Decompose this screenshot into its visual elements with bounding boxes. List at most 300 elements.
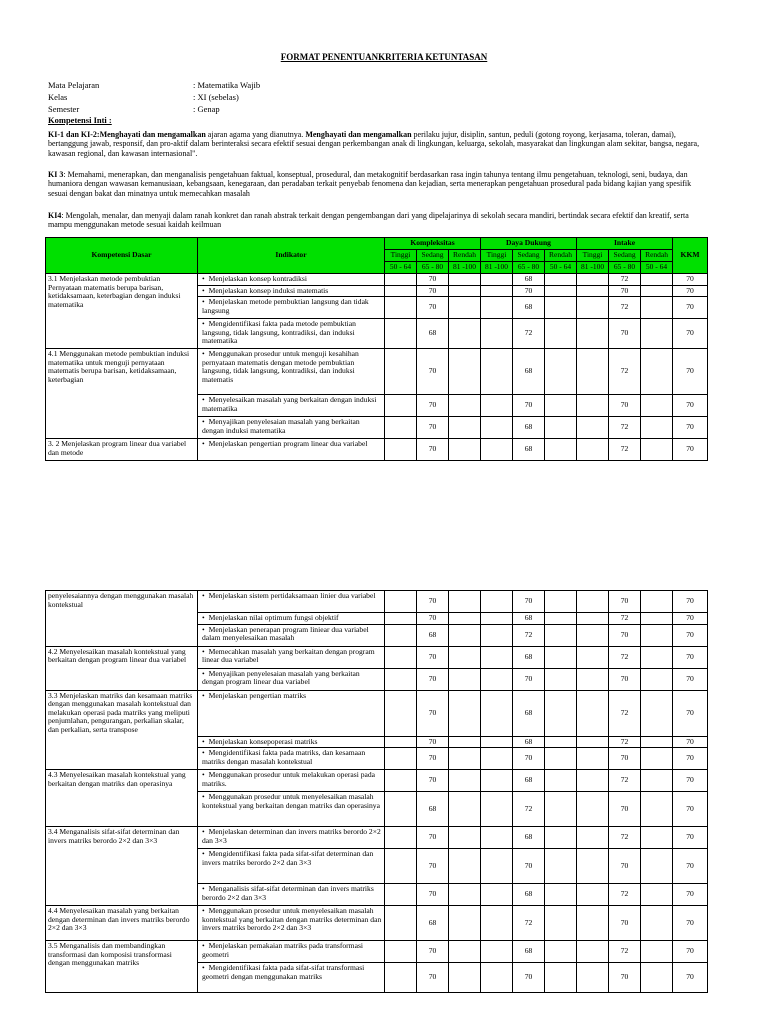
empty-cell — [449, 439, 481, 461]
empty-cell — [481, 941, 513, 963]
ki-3-paragraph — [48, 170, 708, 198]
empty-cell — [385, 963, 417, 993]
value-cell: 72 — [513, 906, 545, 941]
empty-cell — [481, 668, 513, 690]
header-level: Sedang — [513, 250, 545, 262]
indicator-text: • Menggunakan prosedur untuk menyelesaikan masalah kontekstual yang berkaitan dengan matriks dan operasinya — [202, 792, 380, 810]
empty-cell — [577, 963, 609, 993]
indicator-cell — [198, 941, 385, 963]
value-cell: 72 — [609, 884, 641, 906]
value-cell: 68 — [513, 417, 545, 439]
empty-cell — [641, 827, 673, 849]
empty-cell — [449, 349, 481, 395]
value-cell: 70 — [673, 439, 708, 461]
indicator-text: • Menjelaskan sistem pertidaksamaan linier dua variabel — [202, 591, 375, 600]
value-cell: 72 — [609, 613, 641, 625]
value-cell: 70 — [417, 439, 449, 461]
value-cell: 70 — [417, 613, 449, 625]
empty-cell — [385, 297, 417, 319]
empty-cell — [449, 748, 481, 770]
indicator-text: • Mengidentifikasi fakta pada metode pembuktian langsung, tidak langsung, kontradiksi, dan induksi matematika — [202, 319, 356, 345]
empty-cell — [385, 319, 417, 349]
ki12-lead: KI-1 dan KI-2:Menghayati dan mengamalkan — [48, 130, 206, 139]
table-row — [46, 941, 708, 963]
indicator-cell — [198, 591, 385, 613]
empty-cell — [481, 439, 513, 461]
value-cell: 70 — [513, 748, 545, 770]
value-cell: 70 — [417, 748, 449, 770]
empty-cell — [385, 748, 417, 770]
value-cell: 70 — [673, 963, 708, 993]
indicator-cell — [198, 736, 385, 748]
empty-cell — [641, 613, 673, 625]
value-cell: 70 — [673, 417, 708, 439]
indicator-cell — [198, 668, 385, 690]
empty-cell — [641, 690, 673, 736]
value-cell: 70 — [673, 849, 708, 884]
value-cell: 72 — [513, 792, 545, 827]
empty-cell — [641, 941, 673, 963]
value-cell: 70 — [609, 624, 641, 646]
value-cell: 72 — [609, 274, 641, 286]
indicator-cell — [198, 624, 385, 646]
indicator-cell — [198, 285, 385, 297]
value-cell: 72 — [609, 690, 641, 736]
empty-cell — [545, 297, 577, 319]
indicator-text: • Menjelaskan konsep kontradiksi — [202, 274, 307, 283]
value-cell: 70 — [673, 906, 708, 941]
empty-cell — [577, 591, 609, 613]
empty-cell — [545, 439, 577, 461]
empty-cell — [577, 274, 609, 286]
value-cell: 68 — [513, 690, 545, 736]
empty-cell — [641, 274, 673, 286]
empty-cell — [481, 884, 513, 906]
empty-cell — [481, 613, 513, 625]
criteria-table-page-1 — [45, 237, 708, 461]
value-cell: 70 — [513, 395, 545, 417]
value-cell: 70 — [417, 297, 449, 319]
ki4-text: : Mengolah, menalar, dan menyaji dalam ranah konkret dan ranah abstrak terkait dengan pengembangan dari yang dipelajarinya di sekolah secara mandiri, bertindak secara efektif dan kreatif, serta mampu menggunakan metode sesuai kaidah keilmuan — [48, 211, 689, 230]
ki12-text-b: perilaku jujur, disiplin, santun, peduli (gotong royong, kerjasama, toleran, damai), bertanggung jawab, responsif, dan pro-aktif dalam berinteraksi secara efektif sesuai dengan perkembangan anak di lingkungan, keluarga, sekolah, masyarakat dan lingkungan alam sekitar, bangsa, negara, kawasan regional, dan kawasan internasional". — [48, 130, 700, 158]
empty-cell — [481, 849, 513, 884]
competency-cell: 4.4 Menyelesaikan masalah yang berkaitan dengan determinan dan invers matriks berordo 2×2 dan 3×3 — [46, 906, 198, 941]
empty-cell — [449, 624, 481, 646]
meta-label: Semester — [48, 104, 80, 114]
empty-cell — [577, 849, 609, 884]
ki-1-2-paragraph — [48, 130, 708, 158]
indicator-cell — [198, 792, 385, 827]
empty-cell — [641, 319, 673, 349]
document-title: FORMAT PENENTUANKRITERIA KETUNTASAN — [280, 52, 488, 62]
value-cell: 70 — [609, 963, 641, 993]
value-cell: 72 — [609, 349, 641, 395]
indicator-cell — [198, 827, 385, 849]
document-page-2 — [0, 590, 768, 1024]
competency-cell: 3. 2 Menjelaskan program linear dua variabel dan metode — [46, 439, 198, 461]
table-row — [46, 827, 708, 849]
indicator-text: • Menyelesaikan masalah yang berkaitan dengan induksi matematika — [202, 395, 376, 413]
empty-cell — [577, 297, 609, 319]
empty-cell — [449, 963, 481, 993]
value-cell: 70 — [417, 417, 449, 439]
value-cell: 72 — [609, 417, 641, 439]
indicator-text: • Menjelaskan pengertian program linear dua variabel — [202, 439, 367, 448]
value-cell: 68 — [513, 274, 545, 286]
value-cell: 70 — [673, 591, 708, 613]
empty-cell — [385, 439, 417, 461]
ki12-bold: Menghayati dan mengamalkan — [305, 130, 412, 139]
meta-row-subject — [48, 79, 260, 91]
value-cell: 72 — [609, 827, 641, 849]
empty-cell — [481, 770, 513, 792]
empty-cell — [545, 417, 577, 439]
empty-cell — [577, 941, 609, 963]
indicator-text: • Menjelaskan pengertian matriks — [202, 691, 306, 700]
empty-cell — [577, 624, 609, 646]
value-cell: 68 — [513, 349, 545, 395]
empty-cell — [449, 906, 481, 941]
header-level: Sedang — [417, 250, 449, 262]
indicator-text: • Menggunakan prosedur untuk melakukan operasi pada matriks. — [202, 770, 375, 788]
empty-cell — [385, 668, 417, 690]
empty-cell — [481, 591, 513, 613]
empty-cell — [385, 770, 417, 792]
empty-cell — [545, 274, 577, 286]
value-cell: 68 — [513, 439, 545, 461]
ki3-text: : Memahami, menerapkan, dan menganalisis pengetahuan faktual, konseptual, prosedural, dan metakognitif berdasarkan rasa ingin tahunya tentang ilmu pengetahuan, teknologi, seni, budaya, dan humaniora dengan wawasan kemanusiaan, kebangsaan, kenegaraan, dan peradaban terkait penyebab fenomena dan kejadian, serta menerapkan pengetahuan prosedural pada bidang kajian yang spesifik sesuai dengan bakat dan minatnya untuk memecahkan masalah — [48, 170, 692, 198]
indicator-text: • Menjelaskan nilai optimum fungsi objektif — [202, 613, 339, 622]
value-cell: 70 — [609, 906, 641, 941]
indicator-text: • Menyajikan penyelesaian masalah yang berkaitan dengan induksi matematika — [202, 417, 360, 435]
header-level: Rendah — [545, 250, 577, 262]
empty-cell — [481, 624, 513, 646]
header-kkm: KKM — [673, 238, 708, 274]
empty-cell — [449, 395, 481, 417]
header-level: Tinggi — [385, 250, 417, 262]
empty-cell — [545, 736, 577, 748]
indicator-cell — [198, 319, 385, 349]
value-cell: 70 — [417, 884, 449, 906]
empty-cell — [641, 285, 673, 297]
indicator-cell — [198, 906, 385, 941]
value-cell: 70 — [513, 963, 545, 993]
empty-cell — [385, 395, 417, 417]
empty-cell — [449, 274, 481, 286]
empty-cell — [481, 274, 513, 286]
empty-cell — [577, 319, 609, 349]
meta-row-semester — [48, 103, 260, 115]
value-cell: 70 — [673, 646, 708, 668]
empty-cell — [577, 770, 609, 792]
empty-cell — [641, 591, 673, 613]
empty-cell — [545, 941, 577, 963]
empty-cell — [545, 319, 577, 349]
value-cell: 70 — [417, 849, 449, 884]
meta-label: Kelas — [48, 92, 68, 102]
value-cell: 68 — [513, 613, 545, 625]
table-row — [46, 646, 708, 668]
value-cell: 70 — [673, 285, 708, 297]
value-cell: 72 — [513, 319, 545, 349]
table-row — [46, 690, 708, 736]
value-cell: 70 — [513, 668, 545, 690]
empty-cell — [641, 668, 673, 690]
ki3-label: KI 3 — [48, 170, 64, 179]
indicator-text: • Memecahkan masalah yang berkaitan dengan program linear dua variabel — [202, 647, 375, 665]
value-cell: 70 — [673, 297, 708, 319]
value-cell: 70 — [417, 349, 449, 395]
indicator-text: • Menjelaskan penerapan program liniear dua variabel dalam menyelesaikan masalah — [202, 625, 369, 643]
criteria-table-page-2 — [45, 590, 708, 993]
value-cell: 68 — [417, 792, 449, 827]
empty-cell — [545, 827, 577, 849]
indicator-cell — [198, 884, 385, 906]
header-indikator: Indikator — [198, 238, 385, 274]
header-range: 65 - 80 — [609, 262, 641, 274]
indicator-text: • Mengidentifikasi fakta pada sifat-sifat transformasi geometri dengan menggunakan matriks — [202, 963, 364, 981]
value-cell: 68 — [417, 319, 449, 349]
empty-cell — [641, 906, 673, 941]
value-cell: 70 — [673, 941, 708, 963]
empty-cell — [385, 285, 417, 297]
value-cell: 70 — [673, 395, 708, 417]
empty-cell — [545, 906, 577, 941]
empty-cell — [545, 624, 577, 646]
value-cell: 70 — [673, 319, 708, 349]
indicator-cell — [198, 349, 385, 395]
empty-cell — [481, 748, 513, 770]
empty-cell — [641, 417, 673, 439]
empty-cell — [545, 884, 577, 906]
value-cell: 72 — [513, 624, 545, 646]
empty-cell — [545, 748, 577, 770]
empty-cell — [545, 285, 577, 297]
empty-cell — [545, 395, 577, 417]
value-cell: 70 — [673, 624, 708, 646]
empty-cell — [577, 668, 609, 690]
empty-cell — [545, 849, 577, 884]
header-range: 81 -100 — [577, 262, 609, 274]
empty-cell — [385, 613, 417, 625]
indicator-text: • Menjelaskan konsepoperasi matriks — [202, 737, 318, 746]
indicator-text: • Mengidentifikasi fakta pada sifat-sifat determinan dan invers matriks berordo 2×2 dan 3×3 — [202, 849, 373, 867]
header-range: 65 - 80 — [417, 262, 449, 274]
value-cell: 68 — [513, 736, 545, 748]
value-cell: 70 — [513, 849, 545, 884]
empty-cell — [449, 792, 481, 827]
empty-cell — [641, 770, 673, 792]
empty-cell — [385, 349, 417, 395]
value-cell: 68 — [417, 906, 449, 941]
empty-cell — [577, 827, 609, 849]
header-level: Tinggi — [577, 250, 609, 262]
header-range: 50 - 64 — [545, 262, 577, 274]
empty-cell — [449, 417, 481, 439]
empty-cell — [385, 690, 417, 736]
empty-cell — [449, 736, 481, 748]
value-cell: 70 — [417, 941, 449, 963]
table-row — [46, 591, 708, 613]
value-cell: 70 — [609, 849, 641, 884]
header-kompleksitas: Kompleksitas — [385, 238, 481, 250]
value-cell: 70 — [417, 668, 449, 690]
table-row — [46, 906, 708, 941]
meta-value: : XI (sebelas) — [193, 92, 239, 102]
header-kompetensi-dasar: Kompetensi Dasar — [46, 238, 198, 274]
table-body-page-2 — [46, 591, 708, 993]
indicator-text: • Menganalisis sifat-sifat determinan dan invers matriks berordo 2×2 dan 3×3 — [202, 884, 374, 902]
empty-cell — [641, 395, 673, 417]
indicator-text: • Menggunakan prosedur untuk menguji kesahihan pernyataan matematis dengan metode pembuktian langsung, tidak langsung, kontradiksi, dan induksi matematis — [202, 349, 359, 384]
indicator-cell — [198, 417, 385, 439]
empty-cell — [481, 349, 513, 395]
empty-cell — [577, 285, 609, 297]
indicator-cell — [198, 274, 385, 286]
table-row — [46, 274, 708, 286]
value-cell: 70 — [609, 591, 641, 613]
value-cell: 72 — [609, 297, 641, 319]
value-cell: 68 — [513, 827, 545, 849]
empty-cell — [545, 646, 577, 668]
empty-cell — [577, 792, 609, 827]
value-cell: 70 — [673, 736, 708, 748]
value-cell: 68 — [513, 884, 545, 906]
empty-cell — [641, 792, 673, 827]
header-range: 50 - 64 — [641, 262, 673, 274]
empty-cell — [481, 646, 513, 668]
empty-cell — [545, 613, 577, 625]
header-level: Rendah — [449, 250, 481, 262]
value-cell: 70 — [609, 668, 641, 690]
header-range: 50 - 64 — [385, 262, 417, 274]
empty-cell — [577, 613, 609, 625]
value-cell: 68 — [513, 941, 545, 963]
empty-cell — [641, 439, 673, 461]
empty-cell — [545, 792, 577, 827]
header-intake: Intake — [577, 238, 673, 250]
empty-cell — [385, 884, 417, 906]
empty-cell — [577, 646, 609, 668]
value-cell: 70 — [673, 748, 708, 770]
indicator-text: • Menggunakan prosedur untuk menyelesaikan masalah kontekstual yang berkaitan dengan matriks determinan dan invers matriks berordo 2×2 dan 3×3 — [202, 906, 381, 932]
empty-cell — [449, 319, 481, 349]
empty-cell — [385, 941, 417, 963]
value-cell: 70 — [417, 591, 449, 613]
indicator-cell — [198, 439, 385, 461]
empty-cell — [385, 827, 417, 849]
value-cell: 70 — [609, 285, 641, 297]
empty-cell — [481, 906, 513, 941]
value-cell: 70 — [673, 884, 708, 906]
value-cell: 70 — [673, 613, 708, 625]
empty-cell — [449, 591, 481, 613]
header-level: Tinggi — [481, 250, 513, 262]
empty-cell — [385, 274, 417, 286]
value-cell: 70 — [673, 770, 708, 792]
empty-cell — [641, 297, 673, 319]
indicator-cell — [198, 690, 385, 736]
value-cell: 70 — [417, 736, 449, 748]
empty-cell — [641, 884, 673, 906]
meta-value: : Matematika Wajib — [193, 80, 261, 90]
empty-cell — [641, 748, 673, 770]
value-cell: 68 — [513, 297, 545, 319]
indicator-text: • Menjelaskan konsep induksi matematis — [202, 286, 328, 295]
value-cell: 70 — [609, 748, 641, 770]
table-row — [46, 439, 708, 461]
empty-cell — [577, 417, 609, 439]
value-cell: 70 — [417, 395, 449, 417]
empty-cell — [641, 736, 673, 748]
empty-cell — [545, 349, 577, 395]
competency-cell: 3.5 Menganalisis dan membandingkan transformasi dan komposisi transformasi dengan menggunakan matriks — [46, 941, 198, 993]
empty-cell — [449, 297, 481, 319]
empty-cell — [449, 849, 481, 884]
empty-cell — [577, 439, 609, 461]
empty-cell — [641, 349, 673, 395]
header-level: Sedang — [609, 250, 641, 262]
value-cell: 70 — [609, 319, 641, 349]
indicator-text: • Menjelaskan pemakaian matriks pada transformasi geometri — [202, 941, 363, 959]
value-cell: 70 — [417, 690, 449, 736]
empty-cell — [481, 827, 513, 849]
empty-cell — [577, 395, 609, 417]
empty-cell — [481, 297, 513, 319]
empty-cell — [577, 884, 609, 906]
indicator-text: • Menyajikan penyelesaian masalah yang berkaitan dengan program linear dua variabel — [202, 669, 360, 687]
empty-cell — [385, 792, 417, 827]
header-range: 81 -100 — [481, 262, 513, 274]
indicator-cell — [198, 646, 385, 668]
value-cell: 72 — [609, 736, 641, 748]
empty-cell — [449, 884, 481, 906]
empty-cell — [577, 349, 609, 395]
indicator-cell — [198, 748, 385, 770]
table-row — [46, 770, 708, 792]
indicator-text: • Mengidentifikasi fakta pada matriks, dan kesamaan matriks dengan masalah kontekstual — [202, 748, 365, 766]
empty-cell — [449, 941, 481, 963]
empty-cell — [385, 736, 417, 748]
value-cell: 70 — [417, 770, 449, 792]
value-cell: 68 — [513, 770, 545, 792]
value-cell: 70 — [609, 395, 641, 417]
empty-cell — [449, 770, 481, 792]
empty-cell — [449, 613, 481, 625]
indicator-cell — [198, 613, 385, 625]
empty-cell — [449, 690, 481, 736]
value-cell: 70 — [417, 646, 449, 668]
empty-cell — [577, 736, 609, 748]
empty-cell — [577, 748, 609, 770]
value-cell: 70 — [673, 792, 708, 827]
table-row — [46, 349, 708, 395]
empty-cell — [481, 690, 513, 736]
empty-cell — [449, 285, 481, 297]
value-cell: 72 — [609, 646, 641, 668]
empty-cell — [641, 624, 673, 646]
empty-cell — [641, 963, 673, 993]
header-range: 65 - 80 — [513, 262, 545, 274]
empty-cell — [577, 906, 609, 941]
header-daya-dukung: Daya Dukung — [481, 238, 577, 250]
subject-info — [48, 79, 260, 115]
empty-cell — [385, 849, 417, 884]
indicator-cell — [198, 770, 385, 792]
empty-cell — [481, 395, 513, 417]
empty-cell — [385, 646, 417, 668]
empty-cell — [481, 285, 513, 297]
